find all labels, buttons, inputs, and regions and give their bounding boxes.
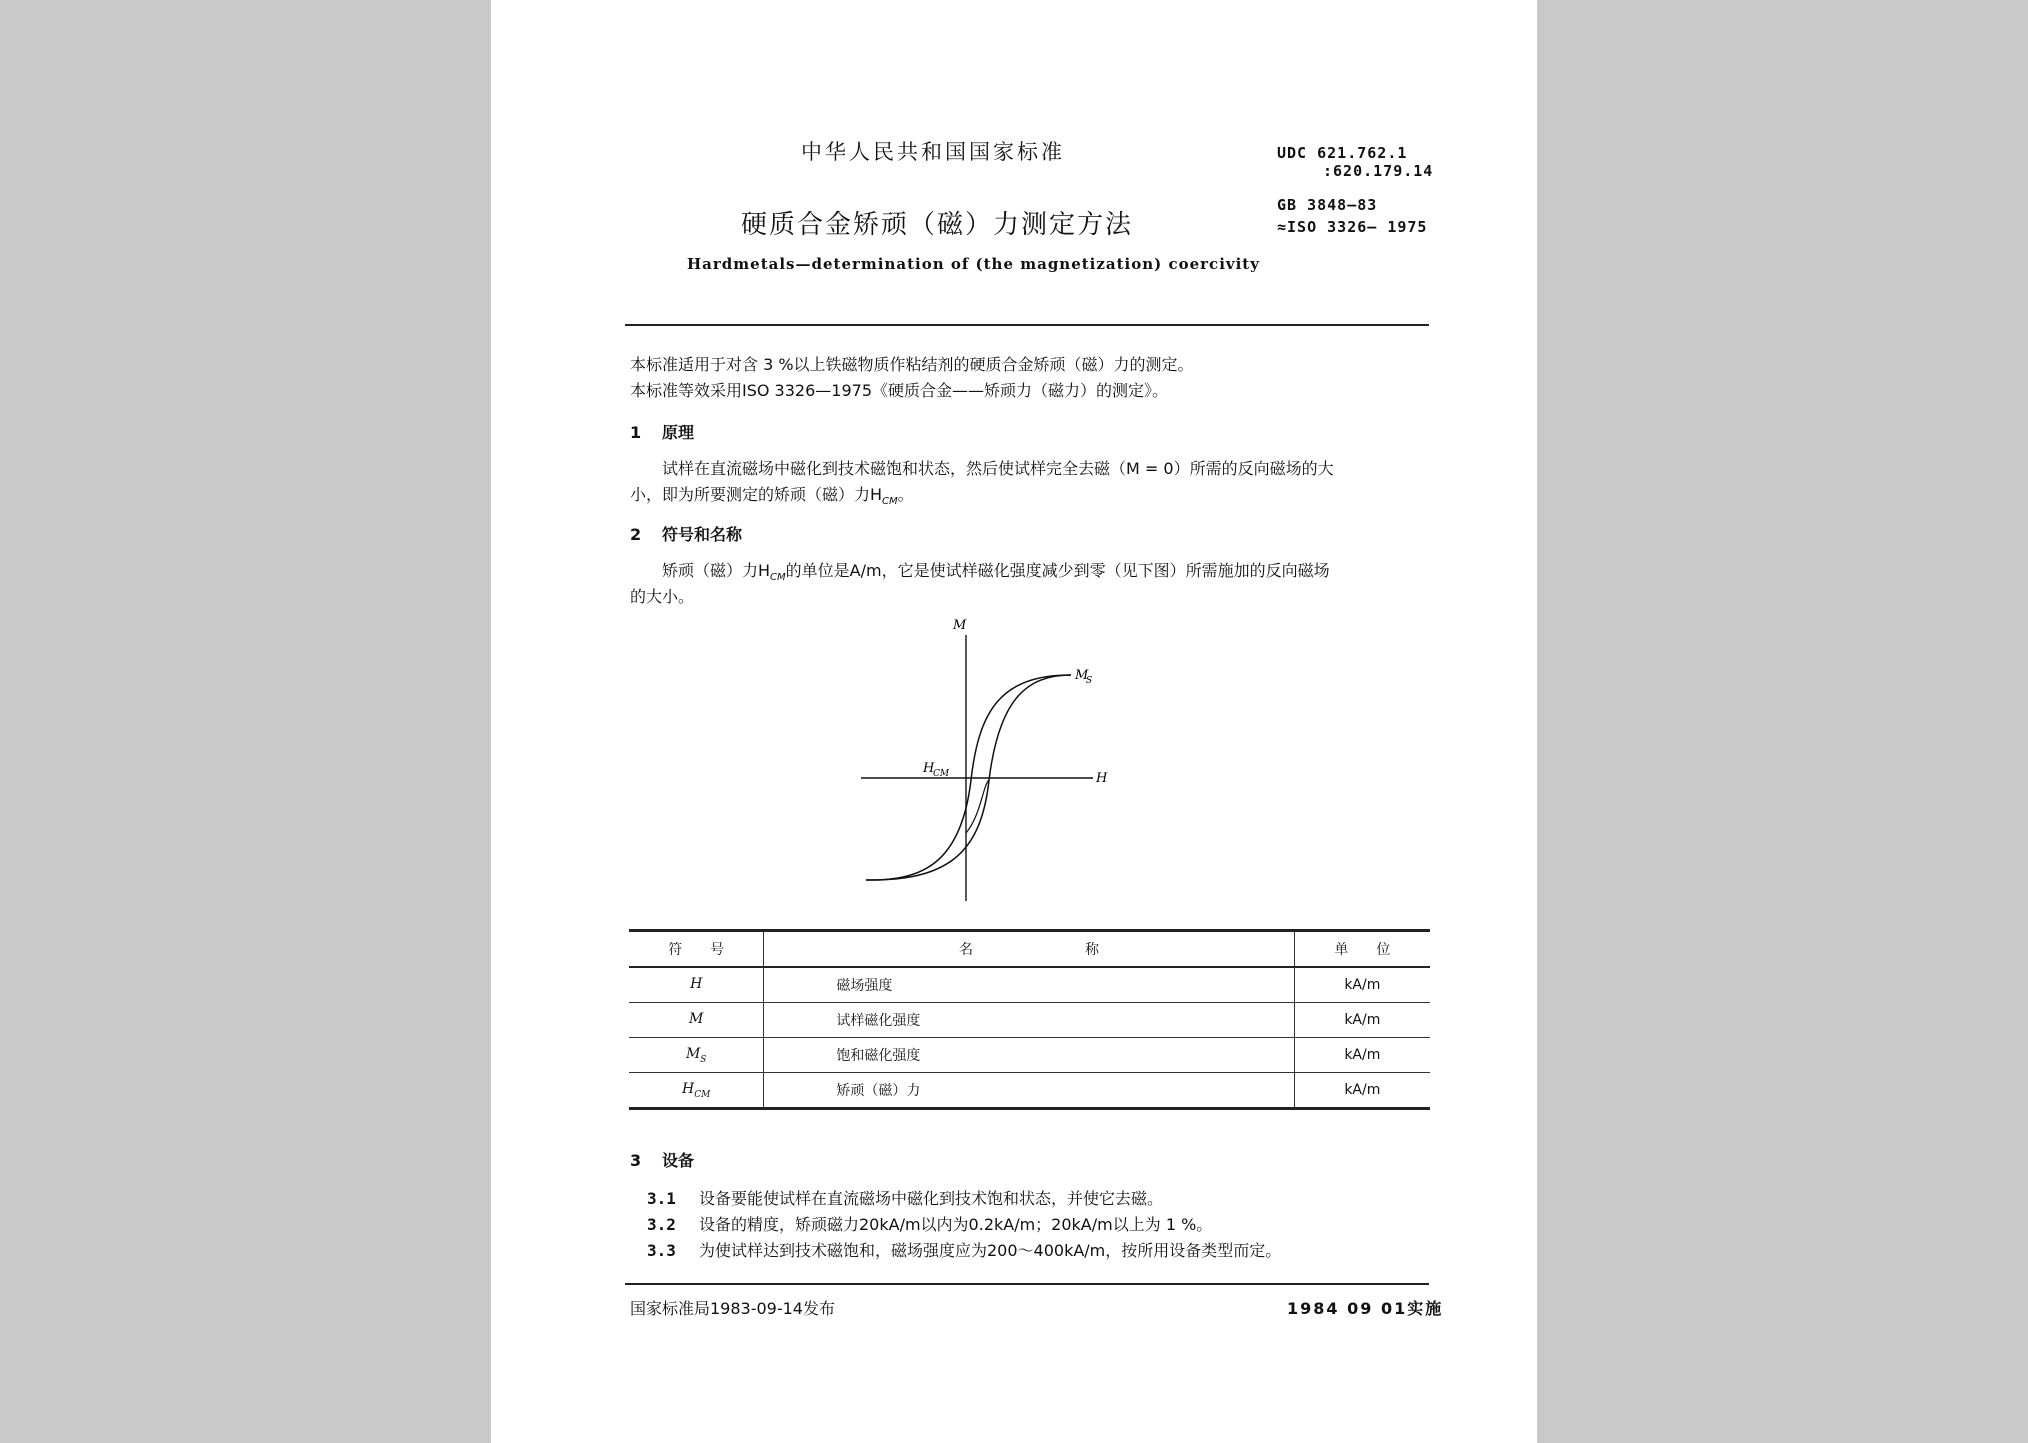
table-row (629, 1038, 1430, 1073)
section-1-number: 1 (630, 423, 642, 442)
gb-standard-code: GB 3848—83 (1277, 196, 1378, 214)
row-name: 试样磁化强度 (764, 1003, 1294, 1038)
subsection-3-3: 3.3 为使试样达到技术磁饱和，磁场强度应为200～400kA/m，按所用设备类型而定。 (647, 1241, 1282, 1260)
section-3-number: 3 (630, 1151, 642, 1170)
row-name: 饱和磁化强度 (764, 1038, 1294, 1073)
table-row (629, 1003, 1430, 1038)
section-1-para-text: 小，即为所要测定的矫顽（磁）力H (630, 485, 883, 504)
hysteresis-loop-figure (851, 615, 1191, 913)
header-name: 名 称 (764, 931, 1294, 968)
udc-code-line2: :620.179.14 (1323, 162, 1434, 180)
row-unit: kA/m (1344, 1082, 1381, 1098)
national-standard-heading: 中华人民共和国国家标准 (801, 140, 1065, 164)
symbols-table (629, 929, 1430, 1110)
section-2-title: 符号和名称 (662, 525, 743, 544)
section-2-number: 2 (630, 525, 642, 544)
section-1-title: 原理 (662, 423, 695, 442)
subsection-3-1: 3.1 设备要能使试样在直流磁场中磁化到技术饱和状态，并使它去磁。 (647, 1189, 1164, 1208)
section-2-para-line2: 的大小。 (630, 587, 695, 606)
header-symbol: 符 号 (629, 931, 764, 968)
ms-label-subscript: S (1086, 676, 1093, 686)
section-2-hcm-subscript: CM (770, 572, 786, 584)
subsection-3-2: 3.2 设备的精度，矫顽磁力20kA/m以内为0.2kA/m；20kA/m以上为 1 %。 (647, 1215, 1213, 1234)
row-symbol: M (629, 1003, 764, 1038)
section-2-para-line1 (662, 558, 1330, 583)
section-1-heading (630, 420, 694, 443)
intro-line-1: 本标准适用于对含 3 %以上铁磁物质作粘结剂的硬质合金矫顽（磁）力的测定。 (630, 355, 1194, 374)
section-1-hcm-subscript: CM (882, 496, 898, 508)
section-2-heading (630, 522, 742, 545)
header-unit: 单 位 (1334, 942, 1391, 958)
effective-date: 1984 09 01实施 (1287, 1299, 1444, 1318)
row-unit: kA/m (1344, 1012, 1381, 1028)
row-name: 磁场强度 (764, 967, 1294, 1003)
hcm-label: H (923, 761, 935, 776)
udc-code-line1: UDC 621.762.1 (1277, 144, 1408, 162)
footer-divider (625, 1283, 1429, 1285)
document-title-english: Hardmetals—determination of (the magnetization) coercivity (687, 255, 1260, 273)
table-header-row (629, 931, 1430, 968)
section-2-para-a: 矫顽（磁）力H (662, 561, 771, 580)
header-divider (625, 324, 1429, 326)
section-1-para-line1: 试样在直流磁场中磁化到技术磁饱和状态，然后使试样完全去磁（M = 0）所需的反向磁场的大 (662, 459, 1334, 478)
row-symbol: $M_S$ (629, 1038, 764, 1073)
section-2-para-b: 的单位是A/m，它是使试样磁化强度减少到零（见下图）所需施加的反向磁场 (785, 561, 1330, 580)
h-axis-label: H (1096, 771, 1108, 786)
issue-date: 国家标准局1983-09-14发布 (630, 1299, 835, 1318)
section-1-para-end: 。 (897, 485, 914, 504)
iso-equivalent-code: ≈ISO 3326— 1975 (1277, 218, 1428, 236)
row-name: 矫顽（磁）力 (764, 1073, 1294, 1109)
hcm-label-subscript: CM (933, 769, 950, 779)
table-row (629, 967, 1430, 1003)
document-page (491, 0, 1537, 1443)
document-title: 硬质合金矫顽（磁）力测定方法 (741, 210, 1134, 240)
row-symbol: $H_{CM}$ (629, 1073, 764, 1109)
m-axis-label: M (953, 618, 967, 633)
row-unit: kA/m (1344, 977, 1381, 993)
intro-line-2: 本标准等效采用ISO 3326—1975《硬质合金——矫顽力（磁力）的测定》。 (630, 381, 1168, 400)
section-1-para-line2 (630, 482, 914, 507)
section-3-heading (630, 1148, 694, 1171)
row-unit: kA/m (1344, 1047, 1381, 1063)
section-3-title: 设备 (662, 1151, 695, 1170)
row-symbol: H (629, 967, 764, 1003)
ms-label: M (1075, 668, 1089, 683)
table-row (629, 1073, 1430, 1109)
